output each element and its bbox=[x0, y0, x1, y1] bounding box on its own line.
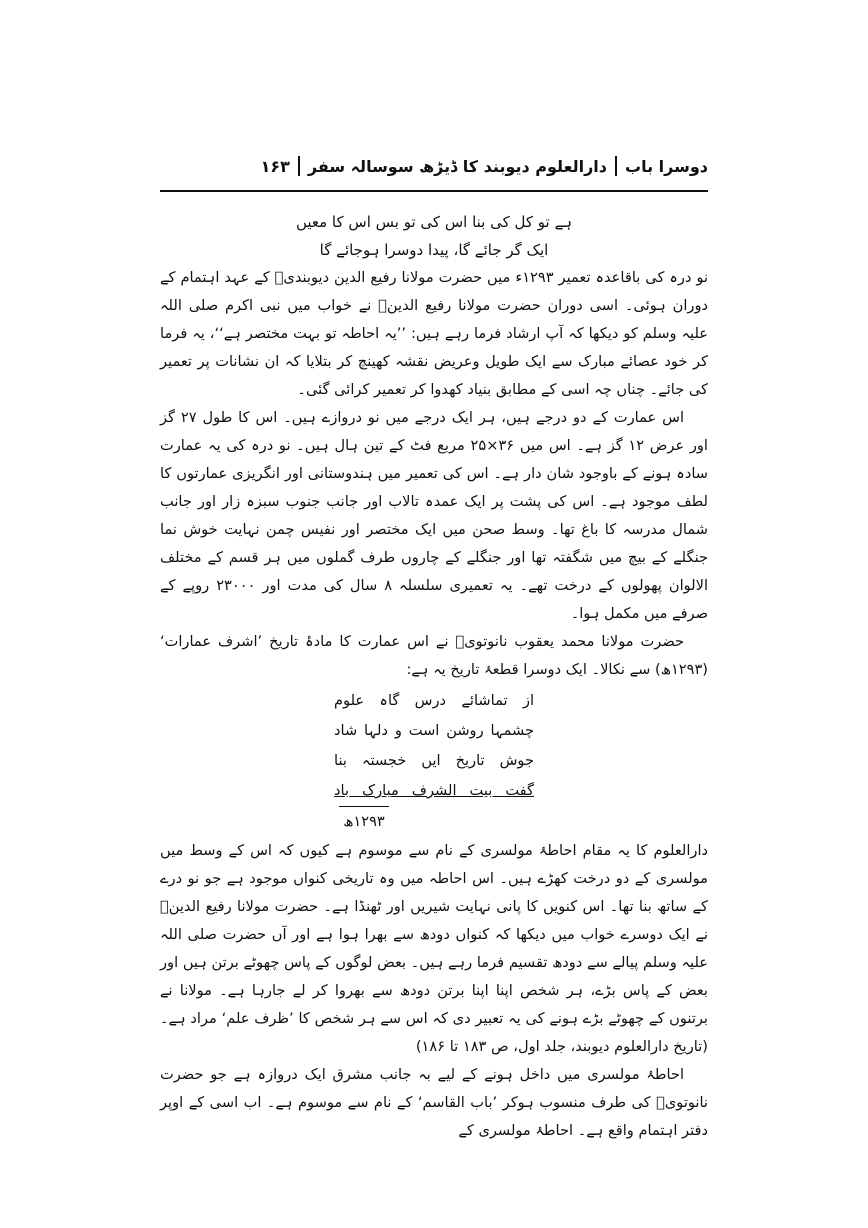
poem-line: از تماشائے درس گاہ علوم bbox=[334, 692, 534, 709]
header-rule bbox=[160, 190, 708, 192]
paragraph: حضرت مولانا محمد یعقوب نانوتویؒ نے اس عمارت کا مادۂ تاریخ ’اشرف عمارات‘ (۱۲۹۳ھ) سے نکالا۔ ایک دوسرا قطعۂ تاریخ یہ ہے: bbox=[160, 633, 708, 678]
header-separator bbox=[615, 156, 617, 176]
poem-line: جوش تاریخ ایں خجستہ بنا bbox=[334, 752, 534, 769]
paragraph: نو درہ کی باقاعدہ تعمیر ۱۲۹۳ء میں حضرت مولانا رفیع الدین دیوبندیؒ کے عہد اہتمام کے دوران ہوئی۔ اسی دوران حضرت مولانا رفیع الدینؒ نے خواب میں نبی اکرم صلی اللہ علیہ وسلم کو دیکھا کہ آپ ارشاد فرما رہے ہیں: ’’یہ احاطہ تو بہت مختصر ہے‘‘، یہ فرما کر خود عصائے مبارک سے ایک طویل وعریض نقشہ کھینچ کر بتلایا کہ ان نشانات پر تعمیر کی جائے۔ چناں چہ اسی کے مطابق بنیاد کھدوا کر تعمیر کرائی گئی۔ bbox=[160, 269, 709, 398]
book-title: دارالعلوم دیوبند کا ڈیڑھ سوسالہ سفر bbox=[307, 156, 607, 176]
page-number: ۱۶۳ bbox=[260, 156, 290, 176]
paragraph: اس عمارت کے دو درجے ہیں، ہر ایک درجے میں نو دروازے ہیں۔ اس کا طول ۲۷ گز اور عرض ۱۲ گز ہے۔ اس میں ۳۶×۲۵ مربع فٹ کے تین ہال ہیں۔ نو درہ کی یہ عمارت سادہ ہونے کے باوجود شان دار ہے۔ اس کی تعمیر میں ہندوستانی اور انگریزی عمارتوں کا لطف موجود ہے۔ اس کی پشت پر ایک عمدہ تالاب اور جانب جنوب سبزہ زار اور جانب شمال مدرسہ کا باغ تھا۔ وسط صحن میں ایک مختصر اور نفیس چمن نہایت خوش نما جنگلے کے بیچ میں شگفتہ تھا اور جنگلے کے چاروں طرف گملوں میں ہر قسم کے مختلف الالوان پھولوں کے درخت تھے۔ یہ تعمیری سلسلہ ۸ سال کی مدت اور ۲۳۰۰۰ روپے کے صرفے میں مکمل ہوا۔ bbox=[160, 409, 709, 622]
page-body bbox=[160, 208, 708, 1145]
running-header bbox=[160, 148, 708, 184]
persian-poem bbox=[334, 686, 534, 806]
verse-line: ہے تو کل کی بنا اس کی تو بس اس کا معیں bbox=[295, 213, 573, 231]
poem-line: چشمہا روشن است و دلہا شاد bbox=[334, 722, 534, 739]
poem-year: ۱۲۹۳ھ bbox=[339, 806, 389, 837]
header-separator bbox=[298, 156, 300, 176]
opening-verse bbox=[160, 208, 708, 264]
verse-line: ایک گر جائے گا، پیدا دوسرا ہوجائے گا bbox=[319, 241, 549, 259]
paragraph: احاطۂ مولسری میں داخل ہونے کے لیے بہ جانب مشرق ایک دروازہ ہے جو حضرت نانوتویؒ کی طرف منسوب ہوکر ’باب القاسم‘ کے نام سے موسوم ہے۔ اب اسی کے اوپر دفتر اہتمام واقع ہے۔ احاطۂ مولسری کے bbox=[160, 1066, 708, 1139]
paragraph: دارالعلوم کا یہ مقام احاطۂ مولسری کے نام سے موسوم ہے کیوں کہ اس کے وسط میں مولسری کے دو درخت کھڑے ہیں۔ اس احاطہ میں وہ تاریخی کنواں موجود ہے جو نو درے کے ساتھ بنا تھا۔ اس کنویں کا پانی نہایت شیریں اور ٹھنڈا ہے۔ حضرت مولانا رفیع الدینؒ نے ایک دوسرے خواب میں دیکھا کہ کنواں دودھ سے بھرا ہوا ہے اور آں حضرت صلی اللہ علیہ وسلم پیالے سے دودھ تقسیم فرما رہے ہیں۔ بعض لوگوں کے پاس چھوٹے برتن ہیں اور بعض کے پاس بڑے، ہر شخص اپنا اپنا برتن دودھ سے بھروا کر لے جارہا ہے۔ مولانا نے برتنوں کے چھوٹے بڑے ہونے کی یہ تعبیر دی کہ اس سے ہر شخص کا ’ظرف علم‘ مراد ہے۔ (تاریخ دارالعلوم دیوبند، جلد اول، ص ۱۸۳ تا ۱۸۶) bbox=[160, 842, 708, 1055]
poem-year-block bbox=[160, 806, 708, 837]
poem-line: گفت بیت الشرف مبارک باد bbox=[334, 782, 534, 799]
chapter-label: دوسرا باب bbox=[625, 156, 708, 176]
